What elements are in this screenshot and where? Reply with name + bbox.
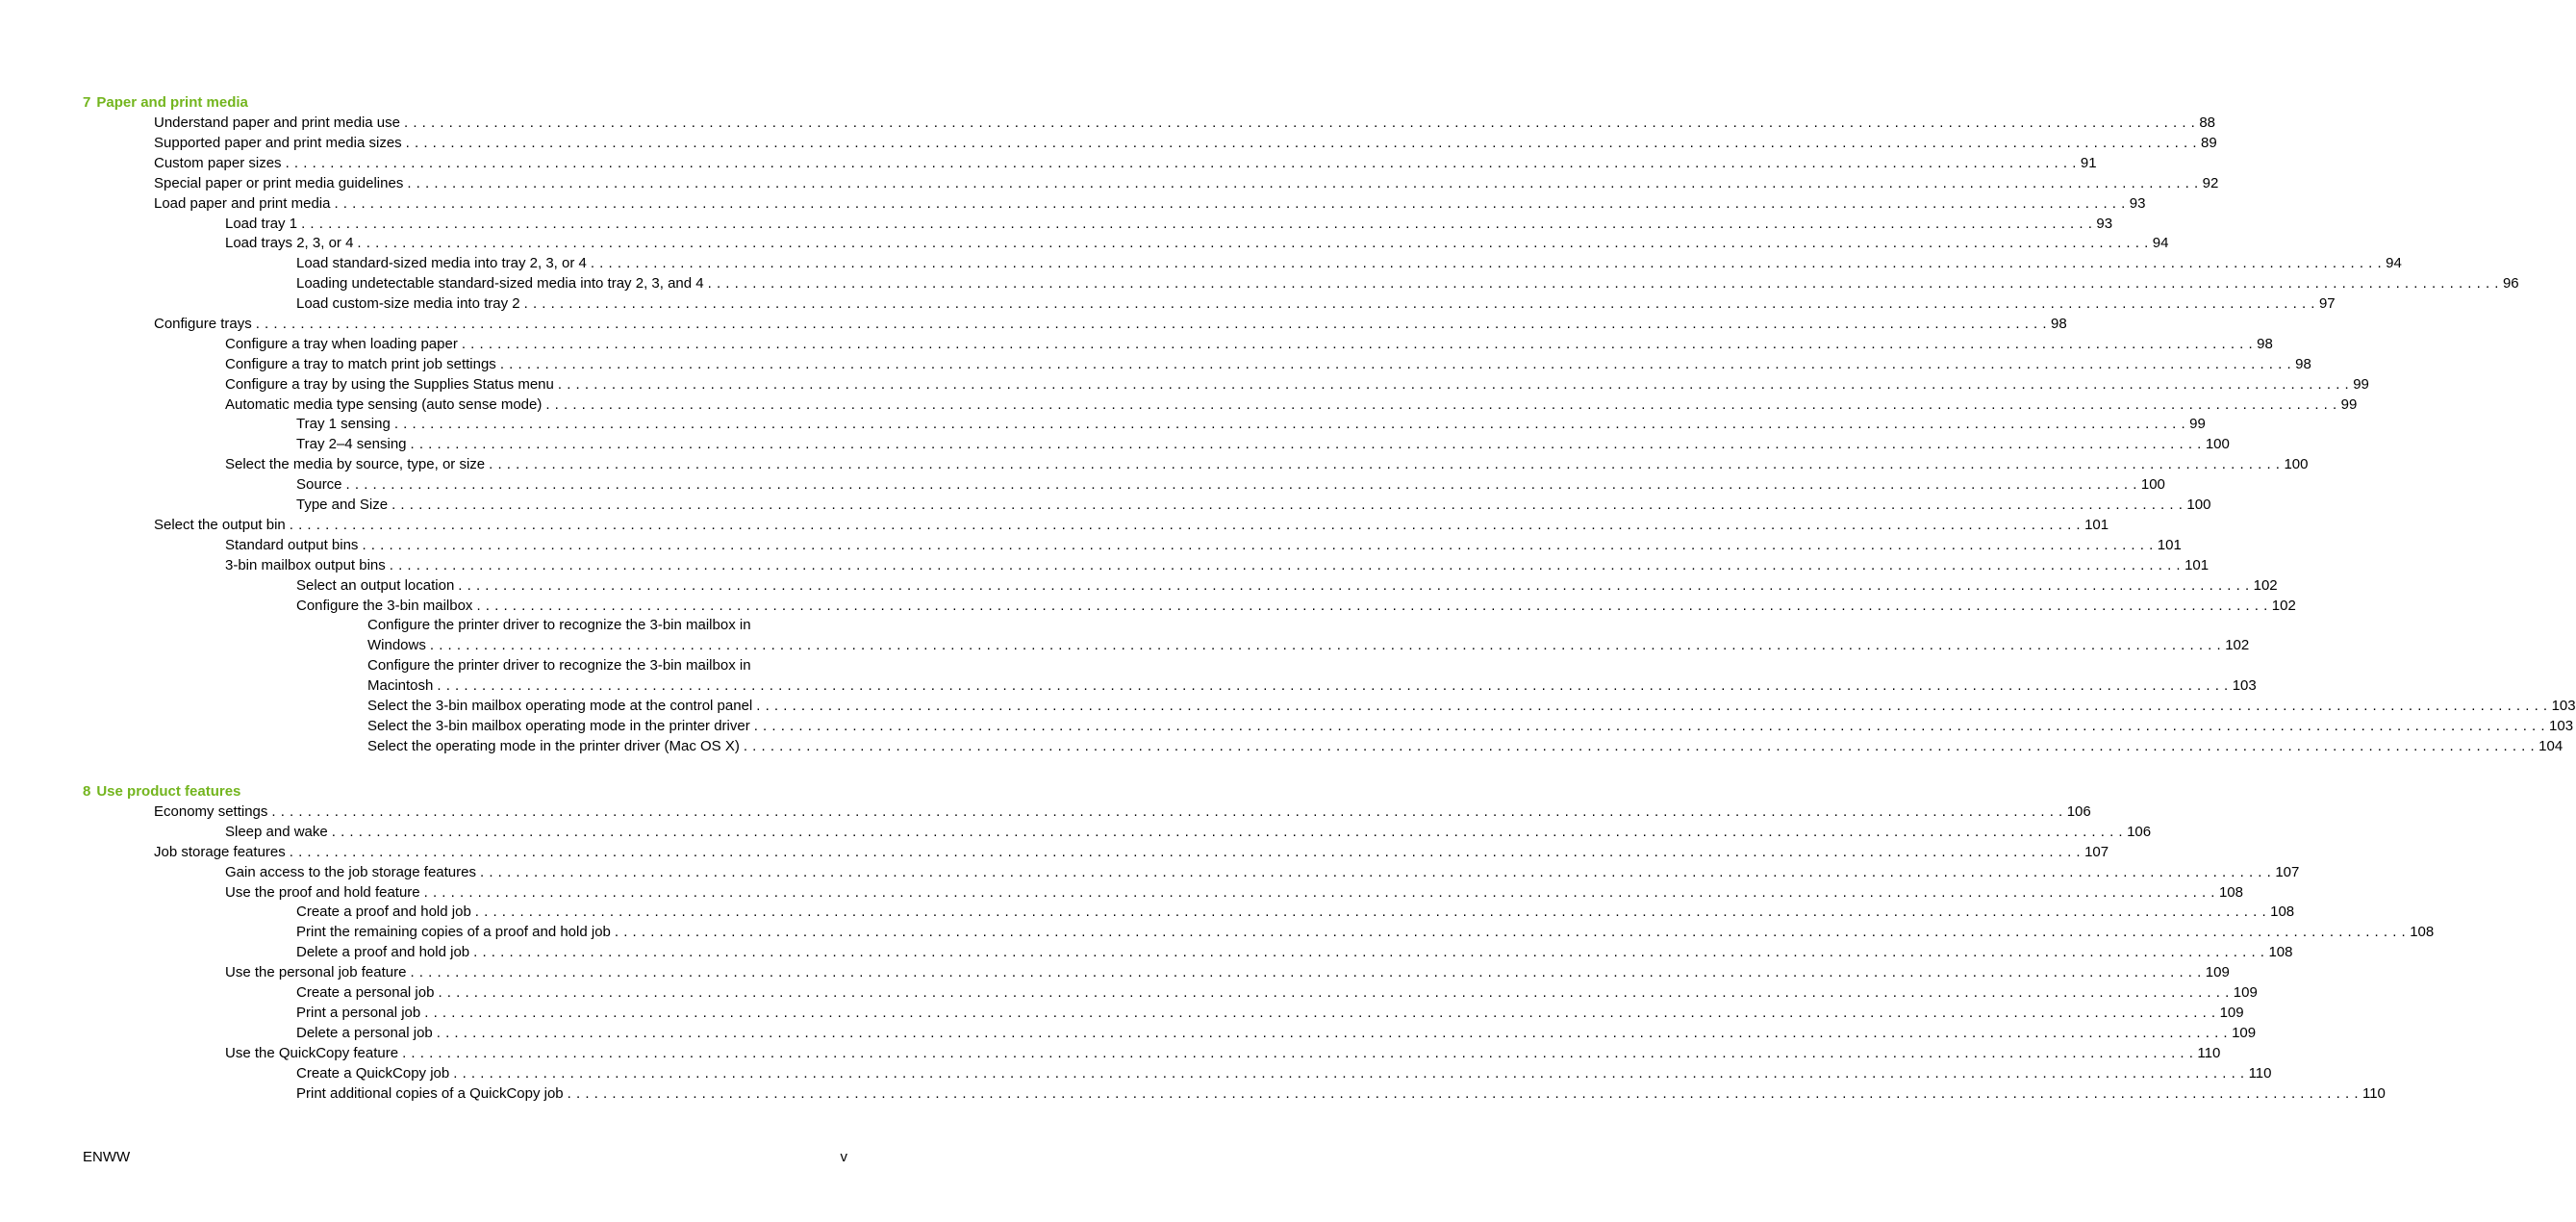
dot-leader: . . . . . . . . . . . . . . . . . . . . . . . . . . . . . . . . . . . . . . . . . . . . . . . . . . . . . . . . . . . . . . . . . . . . . . . . . . . . . . . . . . . . . . . . . . . . . . . . . . . . . . . . . . . . . . . . . . . . . . . . . . . . . . . . . . . . . . . . . . . . . . . . . . . . . . . . . . . . . . . . . . . . . . . . . . . . . . . . . . . . . . . . . . . . . . . . . . . . . . . .	[271, 803, 2063, 820]
toc-page-number: 100	[2284, 456, 2309, 472]
toc-entry-label: 3-bin mailbox output bins	[225, 557, 386, 573]
toc-entry[interactable]	[154, 314, 2067, 334]
toc-page-number: 99	[2340, 396, 2358, 413]
dot-leader: . . . . . . . . . . . . . . . . . . . . . . . . . . . . . . . . . . . . . . . . . . . . . . . . . . . . . . . . . . . . . . . . . . . . . . . . . . . . . . . . . . . . . . . . . . . . . . . . . . . . . . . . . . . . . . . . . . . . . . . . . . . . . . . . . . . . . . . . . . . . . . . . . . . . . . . . . . . . . . . . . . . . . . . . . . . . . . . . . . . . . . . . . . . . . . . . . . . . . . . .	[331, 824, 2124, 840]
toc-page-number: 98	[2257, 336, 2273, 352]
toc-page-number: 108	[2218, 884, 2243, 901]
toc-page-number: 107	[2084, 844, 2109, 860]
dot-leader: . . . . . . . . . . . . . . . . . . . . . . . . . . . . . . . . . . . . . . . . . . . . . . . . . . . . . . . . . . . . . . . . . . . . . . . . . . . . . . . . . . . . . . . . . . . . . . . . . . . . . . . . . . . . . . . . . . . . . . . . . . . . . . . . . . . . . . . . . . . . . . . . . . . . . . . . . . . . . . . . . . . . . . . . . . . . . . . . . . . . . . . . . . . . . . . . . . . . . . . .	[756, 698, 2548, 714]
toc-entry[interactable]	[225, 1043, 2221, 1063]
toc-entry[interactable]	[296, 902, 2295, 922]
toc-entry[interactable]	[225, 214, 2113, 234]
toc-page-number: 92	[2202, 175, 2219, 191]
chapter-heading[interactable]	[83, 92, 248, 113]
toc-entry[interactable]	[296, 495, 2211, 515]
toc-entry-label: Select the 3-bin mailbox operating mode at the control panel	[367, 698, 753, 714]
toc-entry-label: Gain access to the job storage features	[225, 864, 476, 880]
dot-leader: . . . . . . . . . . . . . . . . . . . . . . . . . . . . . . . . . . . . . . . . . . . . . . . . . . . . . . . . . . . . . . . . . . . . . . . . . . . . . . . . . . . . . . . . . . . . . . . . . . . . . . . . . . . . . . . . . . . . . . . . . . . . . . . . . . . . . . . . . . . . . . . . . . . . . . . . . . . . . . . . . . . . . . . . . . . . . . . . . . . . . . . . . . . . . . . . . . . . . . . .	[407, 175, 2199, 191]
toc-page-number: 109	[2205, 964, 2230, 980]
toc-page-number: 108	[2268, 944, 2293, 960]
toc-entry-line	[367, 635, 2250, 655]
dot-leader: . . . . . . . . . . . . . . . . . . . . . . . . . . . . . . . . . . . . . . . . . . . . . . . . . . . . . . . . . . . . . . . . . . . . . . . . . . . . . . . . . . . . . . . . . . . . . . . . . . . . . . . . . . . . . . . . . . . . . . . . . . . . . . . . . . . . . . . . . . . . . . . . . . . . . . . . . . . . . . . . . . . . . . . . . . . . . . . . . . . . . . . . . . . . . . . . . . . . . . . .	[423, 884, 2215, 901]
dot-leader: . . . . . . . . . . . . . . . . . . . . . . . . . . . . . . . . . . . . . . . . . . . . . . . . . . . . . . . . . . . . . . . . . . . . . . . . . . . . . . . . . . . . . . . . . . . . . . . . . . . . . . . . . . . . . . . . . . . . . . . . . . . . . . . . . . . . . . . . . . . . . . . . . . . . . . . . . . . . . . . . . . . . . . . . . . . . . . . . . . . . . . . . . . . . . . . . . . . . . . . .	[523, 295, 2315, 312]
toc-entry-label-continued: Windows	[367, 637, 426, 653]
toc-entry-label: Configure the printer driver to recognize the 3-bin mailbox in	[367, 617, 751, 633]
toc-entry[interactable]	[225, 822, 2152, 842]
toc-page-number: 99	[2353, 376, 2369, 393]
toc-entry[interactable]	[367, 716, 2574, 736]
toc-entry[interactable]	[225, 862, 2300, 882]
toc-page-number: 110	[2248, 1065, 2272, 1082]
toc-entry-label: Type and Size	[296, 496, 389, 513]
dot-leader: . . . . . . . . . . . . . . . . . . . . . . . . . . . . . . . . . . . . . . . . . . . . . . . . . . . . . . . . . . . . . . . . . . . . . . . . . . . . . . . . . . . . . . . . . . . . . . . . . . . . . . . . . . . . . . . . . . . . . . . . . . . . . . . . . . . . . . . . . . . . . . . . . . . . . . . . . . . . . . . . . . . . . . . . . . . . . . . . . . . . . . . . . . . . . . . . . . . . . . . .	[362, 537, 2154, 553]
toc-page-number: 102	[2271, 598, 2296, 614]
toc-entry[interactable]	[225, 962, 2230, 982]
toc-entry-label: Job storage features	[154, 844, 286, 860]
toc-page-number: 106	[2066, 803, 2091, 820]
toc-entry-label: Load tray 1	[225, 216, 298, 232]
toc-entry-label: Configure the 3-bin mailbox	[296, 598, 473, 614]
dot-leader: . . . . . . . . . . . . . . . . . . . . . . . . . . . . . . . . . . . . . . . . . . . . . . . . . . . . . . . . . . . . . . . . . . . . . . . . . . . . . . . . . . . . . . . . . . . . . . . . . . . . . . . . . . . . . . . . . . . . . . . . . . . . . . . . . . . . . . . . . . . . . . . . . . . . . . . . . . . . . . . . . . . . . . . . . . . . . . . . . . . . . . . . . . . . . . . . . . . . . . . .	[357, 235, 2149, 251]
toc-page-number: 108	[2410, 924, 2435, 940]
toc-page-number: 110	[2197, 1045, 2221, 1061]
toc-page-number: 100	[2186, 496, 2211, 513]
dot-leader: . . . . . . . . . . . . . . . . . . . . . . . . . . . . . . . . . . . . . . . . . . . . . . . . . . . . . . . . . . . . . . . . . . . . . . . . . . . . . . . . . . . . . . . . . . . . . . . . . . . . . . . . . . . . . . . . . . . . . . . . . . . . . . . . . . . . . . . . . . . . . . . . . . . . . . . . . . . . . . . . . . . . . . . . . . . . . . . . . . . . . . . . . . . . . . . . . . . . . . . .	[489, 456, 2281, 472]
toc-entry-label: Use the QuickCopy feature	[225, 1045, 399, 1061]
dot-leader: . . . . . . . . . . . . . . . . . . . . . . . . . . . . . . . . . . . . . . . . . . . . . . . . . . . . . . . . . . . . . . . . . . . . . . . . . . . . . . . . . . . . . . . . . . . . . . . . . . . . . . . . . . . . . . . . . . . . . . . . . . . . . . . . . . . . . . . . . . . . . . . . . . . . . . . . . . . . . . . . . . . . . . . . . . . . . . . . . . . . . . . . . . . . . . . . . . . . . . . .	[301, 216, 2093, 232]
dot-leader: . . . . . . . . . . . . . . . . . . . . . . . . . . . . . . . . . . . . . . . . . . . . . . . . . . . . . . . . . . . . . . . . . . . . . . . . . . . . . . . . . . . . . . . . . . . . . . . . . . . . . . . . . . . . . . . . . . . . . . . . . . . . . . . . . . . . . . . . . . . . . . . . . . . . . . . . . . . . . . . . . . . . . . . . . . . . . . . . . . . . . . . . . . . . . . . . . . . . . . . .	[391, 496, 2184, 513]
toc-page-number: 101	[2157, 537, 2182, 553]
toc-page-number: 99	[2189, 416, 2206, 432]
toc-entry-label: Select an output location	[296, 577, 455, 594]
toc-entry[interactable]	[154, 193, 2146, 214]
chapter-title: Paper and print media	[96, 94, 248, 111]
toc-entry-label: Economy settings	[154, 803, 268, 820]
toc-entry-label: Source	[296, 476, 342, 493]
dot-leader: . . . . . . . . . . . . . . . . . . . . . . . . . . . . . . . . . . . . . . . . . . . . . . . . . . . . . . . . . . . . . . . . . . . . . . . . . . . . . . . . . . . . . . . . . . . . . . . . . . . . . . . . . . . . . . . . . . . . . . . . . . . . . . . . . . . . . . . . . . . . . . . . . . . . . . . . . . . . . . . . . . . . . . . . . . . . . . . . . . . . . . . . . . . . . . . . . . . . . . . .	[461, 336, 2254, 352]
dot-leader: . . . . . . . . . . . . . . . . . . . . . . . . . . . . . . . . . . . . . . . . . . . . . . . . . . . . . . . . . . . . . . . . . . . . . . . . . . . . . . . . . . . . . . . . . . . . . . . . . . . . . . . . . . . . . . . . . . . . . . . . . . . . . . . . . . . . . . . . . . . . . . . . . . . . . . . . . . . . . . . . . . . . . . . . . . . . . . . . . . . . . . . . . . . . . . . . . . . . . . . .	[567, 1085, 2359, 1102]
dot-leader: . . . . . . . . . . . . . . . . . . . . . . . . . . . . . . . . . . . . . . . . . . . . . . . . . . . . . . . . . . . . . . . . . . . . . . . . . . . . . . . . . . . . . . . . . . . . . . . . . . . . . . . . . . . . . . . . . . . . . . . . . . . . . . . . . . . . . . . . . . . . . . . . . . . . . . . . . . . . . . . . . . . . . . . . . . . . . . . . . . . . . . . . . . . . . . . . . . . . . . . .	[334, 195, 2126, 212]
toc-page-number: 103	[2232, 677, 2257, 694]
toc-entry-label: Delete a proof and hold job	[296, 944, 470, 960]
dot-leader: . . . . . . . . . . . . . . . . . . . . . . . . . . . . . . . . . . . . . . . . . . . . . . . . . . . . . . . . . . . . . . . . . . . . . . . . . . . . . . . . . . . . . . . . . . . . . . . . . . . . . . . . . . . . . . . . . . . . . . . . . . . . . . . . . . . . . . . . . . . . . . . . . . . . . . . . . . . . . . . . . . . . . . . . . . . . . . . . . . . . . . . . . . . . . . . . . . . . . . . .	[289, 517, 2082, 533]
dot-leader: . . . . . . . . . . . . . . . . . . . . . . . . . . . . . . . . . . . . . . . . . . . . . . . . . . . . . . . . . . . . . . . . . . . . . . . . . . . . . . . . . . . . . . . . . . . . . . . . . . . . . . . . . . . . . . . . . . . . . . . . . . . . . . . . . . . . . . . . . . . . . . . . . . . . . . . . . . . . . . . . . . . . . . . . . . . . . . . . . . . . . . . . . . . . . . . . . . . . . . . .	[479, 864, 2272, 880]
dot-leader: . . . . . . . . . . . . . . . . . . . . . . . . . . . . . . . . . . . . . . . . . . . . . . . . . . . . . . . . . . . . . . . . . . . . . . . . . . . . . . . . . . . . . . . . . . . . . . . . . . . . . . . . . . . . . . . . . . . . . . . . . . . . . . . . . . . . . . . . . . . . . . . . . . . . . . . . . . . . . . . . . . . . . . . . . . . . . . . . . . . . . . . . . . . . . . . . . . . . . . . .	[389, 557, 2182, 573]
toc-entry-label: Print the remaining copies of a proof and hold job	[296, 924, 611, 940]
toc-page-number: 109	[2233, 984, 2258, 1001]
dot-leader: . . . . . . . . . . . . . . . . . . . . . . . . . . . . . . . . . . . . . . . . . . . . . . . . . . . . . . . . . . . . . . . . . . . . . . . . . . . . . . . . . . . . . . . . . . . . . . . . . . . . . . . . . . . . . . . . . . . . . . . . . . . . . . . . . . . . . . . . . . . . . . . . . . . . . . . . . . . . . . . . . . . . . . . . . . . . . . . . . . . . . . . . . . . . . . . . . . . . . . . .	[557, 376, 2350, 393]
toc-entry[interactable]	[225, 354, 2311, 374]
dot-leader: . . . . . . . . . . . . . . . . . . . . . . . . . . . . . . . . . . . . . . . . . . . . . . . . . . . . . . . . . . . . . . . . . . . . . . . . . . . . . . . . . . . . . . . . . . . . . . . . . . . . . . . . . . . . . . . . . . . . . . . . . . . . . . . . . . . . . . . . . . . . . . . . . . . . . . . . . . . . . . . . . . . . . . . . . . . . . . . . . . . . . . . . . . . . . . . . . . . . . . . .	[345, 476, 2137, 493]
toc-entry[interactable]	[296, 474, 2165, 495]
toc-entry-label: Configure a tray to match print job settings	[225, 356, 496, 372]
toc-page-number: 88	[2199, 115, 2216, 131]
toc-entry-label: Create a personal job	[296, 984, 435, 1001]
toc-entry[interactable]	[154, 113, 2216, 133]
toc-entry[interactable]	[296, 293, 2336, 314]
dot-leader: . . . . . . . . . . . . . . . . . . . . . . . . . . . . . . . . . . . . . . . . . . . . . . . . . . . . . . . . . . . . . . . . . . . . . . . . . . . . . . . . . . . . . . . . . . . . . . . . . . . . . . . . . . . . . . . . . . . . . . . . . . . . . . . . . . . . . . . . . . . . . . . . . . . . . . . . . . . . . . . . . . . . . . . . . . . . . . . . . . . . . . . . . . . . . . . . . . . . . . . .	[289, 844, 2082, 860]
toc-entry-label: Select the 3-bin mailbox operating mode in the printer driver	[367, 718, 750, 734]
toc-entry[interactable]	[296, 942, 2293, 962]
toc-page-number: 104	[2538, 738, 2563, 754]
toc-entry[interactable]	[296, 922, 2435, 942]
dot-leader: . . . . . . . . . . . . . . . . . . . . . . . . . . . . . . . . . . . . . . . . . . . . . . . . . . . . . . . . . . . . . . . . . . . . . . . . . . . . . . . . . . . . . . . . . . . . . . . . . . . . . . . . . . . . . . . . . . . . . . . . . . . . . . . . . . . . . . . . . . . . . . . . . . . . . . . . . . . . . . . . . . . . . . . . . . . . . . . . . . . . . . . . . . . . . . . . . . . . . . . .	[707, 275, 2499, 292]
toc-entry-label: Select the media by source, type, or size	[225, 456, 486, 472]
dot-leader: . . . . . . . . . . . . . . . . . . . . . . . . . . . . . . . . . . . . . . . . . . . . . . . . . . . . . . . . . . . . . . . . . . . . . . . . . . . . . . . . . . . . . . . . . . . . . . . . . . . . . . . . . . . . . . . . . . . . . . . . . . . . . . . . . . . . . . . . . . . . . . . . . . . . . . . . . . . . . . . . . . . . . . . . . . . . . . . . . . . . . . . . . . . . . . . . . . . . . . . .	[753, 718, 2546, 734]
toc-entry-label: Use the personal job feature	[225, 964, 407, 980]
toc-entry[interactable]	[154, 133, 2217, 153]
toc-entry-label: Configure trays	[154, 316, 252, 332]
chapter-number: 7	[83, 94, 91, 111]
toc-entry-label: Load custom-size media into tray 2	[296, 295, 520, 312]
toc-entry[interactable]	[225, 535, 2182, 555]
toc-entry[interactable]	[225, 395, 2358, 415]
toc-entry-label: Load paper and print media	[154, 195, 331, 212]
toc-entry-label: Configure a tray when loading paper	[225, 336, 458, 352]
toc-page-number: 93	[2129, 195, 2146, 212]
toc-page-number: 98	[2295, 356, 2311, 372]
toc-entry-label: Create a proof and hold job	[296, 904, 471, 920]
toc-entry[interactable]	[154, 153, 2097, 173]
toc-entry[interactable]	[296, 273, 2519, 293]
toc-entry-label: Understand paper and print media use	[154, 115, 400, 131]
toc-entry[interactable]	[296, 575, 2278, 596]
dot-leader: . . . . . . . . . . . . . . . . . . . . . . . . . . . . . . . . . . . . . . . . . . . . . . . . . . . . . . . . . . . . . . . . . . . . . . . . . . . . . . . . . . . . . . . . . . . . . . . . . . . . . . . . . . . . . . . . . . . . . . . . . . . . . . . . . . . . . . . . . . . . . . . . . . . . . . . . . . . . . . . . . . . . . . . . . . . . . . . . . . . . . . . . . . . . . . . . . . . . . . . .	[436, 1025, 2229, 1041]
toc-entry-label: Print additional copies of a QuickCopy job	[296, 1085, 564, 1102]
toc-entry[interactable]	[225, 233, 2169, 253]
toc-entry[interactable]	[296, 414, 2206, 434]
chapter-number: 8	[83, 783, 91, 800]
chapter-heading[interactable]	[83, 781, 240, 802]
toc-entry[interactable]	[225, 555, 2210, 575]
toc-page-number: 108	[2270, 904, 2295, 920]
chapter-title: Use product features	[96, 783, 241, 800]
toc-page-number: 100	[2205, 436, 2230, 452]
toc-entry-label: Tray 2–4 sensing	[296, 436, 407, 452]
dot-leader: . . . . . . . . . . . . . . . . . . . . . . . . . . . . . . . . . . . . . . . . . . . . . . . . . . . . . . . . . . . . . . . . . . . . . . . . . . . . . . . . . . . . . . . . . . . . . . . . . . . . . . . . . . . . . . . . . . . . . . . . . . . . . . . . . . . . . . . . . . . . . . . . . . . . . . . . . . . . . . . . . . . . . . . . . . . . . . . . . . . . . . . . . . . . . . . . . . . . . . . .	[402, 1045, 2194, 1061]
dot-leader: . . . . . . . . . . . . . . . . . . . . . . . . . . . . . . . . . . . . . . . . . . . . . . . . . . . . . . . . . . . . . . . . . . . . . . . . . . . . . . . . . . . . . . . . . . . . . . . . . . . . . . . . . . . . . . . . . . . . . . . . . . . . . . . . . . . . . . . . . . . . . . . . . . . . . . . . . . . . . . . . . . . . . . . . . . . . . . . . . . . . . . . . . . . . . . . . . . . . . . . .	[743, 738, 2536, 754]
toc-entry-label: Use the proof and hold feature	[225, 884, 420, 901]
dot-leader: . . . . . . . . . . . . . . . . . . . . . . . . . . . . . . . . . . . . . . . . . . . . . . . . . . . . . . . . . . . . . . . . . . . . . . . . . . . . . . . . . . . . . . . . . . . . . . . . . . . . . . . . . . . . . . . . . . . . . . . . . . . . . . . . . . . . . . . . . . . . . . . . . . . . . . . . . . . . . . . . . . . . . . . . . . . . . . . . . . . . . . . . . . . . . . . . . . . . . . . .	[458, 577, 2250, 594]
toc-entry-label: Create a QuickCopy job	[296, 1065, 450, 1082]
dot-leader: . . . . . . . . . . . . . . . . . . . . . . . . . . . . . . . . . . . . . . . . . . . . . . . . . . . . . . . . . . . . . . . . . . . . . . . . . . . . . . . . . . . . . . . . . . . . . . . . . . . . . . . . . . . . . . . . . . . . . . . . . . . . . . . . . . . . . . . . . . . . . . . . . . . . . . . . . . . . . . . . . . . . . . . . . . . . . . . . . . . . . . . . . . . . . . . . . . . . . . . .	[424, 1005, 2216, 1021]
dot-leader: . . . . . . . . . . . . . . . . . . . . . . . . . . . . . . . . . . . . . . . . . . . . . . . . . . . . . . . . . . . . . . . . . . . . . . . . . . . . . . . . . . . . . . . . . . . . . . . . . . . . . . . . . . . . . . . . . . . . . . . . . . . . . . . . . . . . . . . . . . . . . . . . . . . . . . . . . . . . . . . . . . . . . . . . . . . . . . . . . . . . . . . . . . . . . . . . . . . . . . . .	[476, 598, 2268, 614]
toc-page-number: 102	[2253, 577, 2278, 594]
toc-page-number: 89	[2201, 135, 2217, 151]
dot-leader: . . . . . . . . . . . . . . . . . . . . . . . . . . . . . . . . . . . . . . . . . . . . . . . . . . . . . . . . . . . . . . . . . . . . . . . . . . . . . . . . . . . . . . . . . . . . . . . . . . . . . . . . . . . . . . . . . . . . . . . . . . . . . . . . . . . . . . . . . . . . . . . . . . . . . . . . . . . . . . . . . . . . . . . . . . . . . . . . . . . . . . . . . . . . . . . . . . . . . . . .	[473, 944, 2265, 960]
dot-leader: . . . . . . . . . . . . . . . . . . . . . . . . . . . . . . . . . . . . . . . . . . . . . . . . . . . . . . . . . . . . . . . . . . . . . . . . . . . . . . . . . . . . . . . . . . . . . . . . . . . . . . . . . . . . . . . . . . . . . . . . . . . . . . . . . . . . . . . . . . . . . . . . . . . . . . . . . . . . . . . . . . . . . . . . . . . . . . . . . . . . . . . . . . . . . . . . . . . . . . . .	[404, 115, 2196, 131]
toc-page-number: 103	[2551, 698, 2576, 714]
toc-entry-label-continued: Macintosh	[367, 677, 434, 694]
toc-entry-line	[367, 675, 2257, 696]
dot-leader: . . . . . . . . . . . . . . . . . . . . . . . . . . . . . . . . . . . . . . . . . . . . . . . . . . . . . . . . . . . . . . . . . . . . . . . . . . . . . . . . . . . . . . . . . . . . . . . . . . . . . . . . . . . . . . . . . . . . . . . . . . . . . . . . . . . . . . . . . . . . . . . . . . . . . . . . . . . . . . . . . . . . . . . . . . . . . . . . . . . . . . . . . . . . . . . . . . . . . . . .	[255, 316, 2048, 332]
toc-page-number: 103	[2549, 718, 2574, 734]
toc-entry[interactable]	[296, 596, 2296, 616]
page-number: v	[840, 1149, 847, 1165]
toc-page-number: 102	[2225, 637, 2250, 653]
dot-leader: . . . . . . . . . . . . . . . . . . . . . . . . . . . . . . . . . . . . . . . . . . . . . . . . . . . . . . . . . . . . . . . . . . . . . . . . . . . . . . . . . . . . . . . . . . . . . . . . . . . . . . . . . . . . . . . . . . . . . . . . . . . . . . . . . . . . . . . . . . . . . . . . . . . . . . . . . . . . . . . . . . . . . . . . . . . . . . . . . . . . . . . . . . . . . . . . . . . . . . . .	[453, 1065, 2245, 1082]
toc-entry-label: Special paper or print media guidelines	[154, 175, 404, 191]
toc-entry-label: Delete a personal job	[296, 1025, 433, 1041]
dot-leader: . . . . . . . . . . . . . . . . . . . . . . . . . . . . . . . . . . . . . . . . . . . . . . . . . . . . . . . . . . . . . . . . . . . . . . . . . . . . . . . . . . . . . . . . . . . . . . . . . . . . . . . . . . . . . . . . . . . . . . . . . . . . . . . . . . . . . . . . . . . . . . . . . . . . . . . . . . . . . . . . . . . . . . . . . . . . . . . . . . . . . . . . . . . . . . . . . . . . . . . .	[393, 416, 2186, 432]
toc-entry-label: Sleep and wake	[225, 824, 328, 840]
toc-entry[interactable]	[154, 173, 2219, 193]
toc-entry[interactable]	[154, 515, 2109, 535]
toc-page-number: 107	[2275, 864, 2300, 880]
dot-leader: . . . . . . . . . . . . . . . . . . . . . . . . . . . . . . . . . . . . . . . . . . . . . . . . . . . . . . . . . . . . . . . . . . . . . . . . . . . . . . . . . . . . . . . . . . . . . . . . . . . . . . . . . . . . . . . . . . . . . . . . . . . . . . . . . . . . . . . . . . . . . . . . . . . . . . . . . . . . . . . . . . . . . . . . . . . . . . . . . . . . . . . . . . . . . . . . . . . . . . . .	[545, 396, 2337, 413]
toc-entry-label: Configure a tray by using the Supplies Status menu	[225, 376, 554, 393]
toc-entry-label: Select the operating mode in the printer driver (Mac OS X)	[367, 738, 740, 754]
toc-entry-label: Load trays 2, 3, or 4	[225, 235, 354, 251]
toc-page-number: 106	[2127, 824, 2152, 840]
toc-entry-label: Automatic media type sensing (auto sense mode)	[225, 396, 543, 413]
dot-leader: . . . . . . . . . . . . . . . . . . . . . . . . . . . . . . . . . . . . . . . . . . . . . . . . . . . . . . . . . . . . . . . . . . . . . . . . . . . . . . . . . . . . . . . . . . . . . . . . . . . . . . . . . . . . . . . . . . . . . . . . . . . . . . . . . . . . . . . . . . . . . . . . . . . . . . . . . . . . . . . . . . . . . . . . . . . . . . . . . . . . . . . . . . . . . . . . . . . . . . . .	[438, 984, 2230, 1001]
dot-leader: . . . . . . . . . . . . . . . . . . . . . . . . . . . . . . . . . . . . . . . . . . . . . . . . . . . . . . . . . . . . . . . . . . . . . . . . . . . . . . . . . . . . . . . . . . . . . . . . . . . . . . . . . . . . . . . . . . . . . . . . . . . . . . . . . . . . . . . . . . . . . . . . . . . . . . . . . . . . . . . . . . . . . . . . . . . . . . . . . . . . . . . . . . . . . . . . . . . . . . . .	[590, 255, 2383, 271]
toc-entry-label: Standard output bins	[225, 537, 359, 553]
toc-entry-label: Tray 1 sensing	[296, 416, 391, 432]
toc-entry[interactable]	[296, 434, 2230, 454]
toc-entry-label: Supported paper and print media sizes	[154, 135, 402, 151]
dot-leader: . . . . . . . . . . . . . . . . . . . . . . . . . . . . . . . . . . . . . . . . . . . . . . . . . . . . . . . . . . . . . . . . . . . . . . . . . . . . . . . . . . . . . . . . . . . . . . . . . . . . . . . . . . . . . . . . . . . . . . . . . . . . . . . . . . . . . . . . . . . . . . . . . . . . . . . . . . . . . . . . . . . . . . . . . . . . . . . . . . . . . . . . . . . . . . . . . . . . . . . .	[285, 155, 2077, 171]
footer-label: ENWW	[83, 1149, 131, 1165]
toc-page-number: 94	[2386, 255, 2402, 271]
toc-page-number: 100	[2140, 476, 2165, 493]
dot-leader: . . . . . . . . . . . . . . . . . . . . . . . . . . . . . . . . . . . . . . . . . . . . . . . . . . . . . . . . . . . . . . . . . . . . . . . . . . . . . . . . . . . . . . . . . . . . . . . . . . . . . . . . . . . . . . . . . . . . . . . . . . . . . . . . . . . . . . . . . . . . . . . . . . . . . . . . . . . . . . . . . . . . . . . . . . . . . . . . . . . . . . . . . . . . . . . . . . . . . . . .	[405, 135, 2197, 151]
toc-page-number: 98	[2051, 316, 2067, 332]
toc-entry-label: Configure the printer driver to recognize the 3-bin mailbox in	[367, 657, 751, 674]
toc-entry[interactable]	[296, 1023, 2257, 1043]
toc-entry[interactable]	[296, 1003, 2244, 1023]
toc-page-number: 91	[2080, 155, 2097, 171]
toc-entry-label: Load standard-sized media into tray 2, 3, or 4	[296, 255, 587, 271]
toc-entry-label: Custom paper sizes	[154, 155, 282, 171]
toc-entry[interactable]	[367, 696, 2576, 716]
toc-entry[interactable]	[225, 334, 2273, 354]
dot-leader: . . . . . . . . . . . . . . . . . . . . . . . . . . . . . . . . . . . . . . . . . . . . . . . . . . . . . . . . . . . . . . . . . . . . . . . . . . . . . . . . . . . . . . . . . . . . . . . . . . . . . . . . . . . . . . . . . . . . . . . . . . . . . . . . . . . . . . . . . . . . . . . . . . . . . . . . . . . . . . . . . . . . . . . . . . . . . . . . . . . . . . . . . . . . . . . . . . . . . . . .	[410, 964, 2202, 980]
toc-page-number: 93	[2096, 216, 2113, 232]
dot-leader: . . . . . . . . . . . . . . . . . . . . . . . . . . . . . . . . . . . . . . . . . . . . . . . . . . . . . . . . . . . . . . . . . . . . . . . . . . . . . . . . . . . . . . . . . . . . . . . . . . . . . . . . . . . . . . . . . . . . . . . . . . . . . . . . . . . . . . . . . . . . . . . . . . . . . . . . . . . . . . . . . . . . . . . . . . . . . . . . . . . . . . . . . . . . . . . . . . . . . . . .	[437, 677, 2229, 694]
toc-entry-label: Loading undetectable standard-sized media into tray 2, 3, and 4	[296, 275, 704, 292]
toc-entry[interactable]	[367, 655, 2257, 696]
toc-page-number: 109	[2232, 1025, 2257, 1041]
toc-entry[interactable]	[225, 374, 2369, 395]
toc-page-number: 101	[2084, 517, 2109, 533]
toc-page-number: 94	[2152, 235, 2169, 251]
toc-page-number: 110	[2361, 1085, 2386, 1102]
toc-entry[interactable]	[225, 882, 2243, 903]
toc-entry-label: Print a personal job	[296, 1005, 421, 1021]
toc-page-number: 109	[2219, 1005, 2244, 1021]
toc-entry[interactable]	[154, 842, 2109, 862]
toc-entry[interactable]	[225, 454, 2309, 474]
toc-entry[interactable]	[367, 615, 2250, 655]
toc-entry[interactable]	[296, 982, 2258, 1003]
toc-entry[interactable]	[296, 1063, 2272, 1083]
toc-entry[interactable]	[154, 802, 2091, 822]
toc-entry[interactable]	[367, 736, 2563, 756]
toc-entry[interactable]	[296, 1083, 2386, 1104]
dot-leader: . . . . . . . . . . . . . . . . . . . . . . . . . . . . . . . . . . . . . . . . . . . . . . . . . . . . . . . . . . . . . . . . . . . . . . . . . . . . . . . . . . . . . . . . . . . . . . . . . . . . . . . . . . . . . . . . . . . . . . . . . . . . . . . . . . . . . . . . . . . . . . . . . . . . . . . . . . . . . . . . . . . . . . . . . . . . . . . . . . . . . . . . . . . . . . . . . . . . . . . .	[614, 924, 2407, 940]
toc-page-number: 97	[2318, 295, 2336, 312]
toc-page-number: 101	[2185, 557, 2210, 573]
toc-entry-label: Select the output bin	[154, 517, 286, 533]
dot-leader: . . . . . . . . . . . . . . . . . . . . . . . . . . . . . . . . . . . . . . . . . . . . . . . . . . . . . . . . . . . . . . . . . . . . . . . . . . . . . . . . . . . . . . . . . . . . . . . . . . . . . . . . . . . . . . . . . . . . . . . . . . . . . . . . . . . . . . . . . . . . . . . . . . . . . . . . . . . . . . . . . . . . . . . . . . . . . . . . . . . . . . . . . . . . . . . . . . . . . . . .	[429, 637, 2222, 653]
dot-leader: . . . . . . . . . . . . . . . . . . . . . . . . . . . . . . . . . . . . . . . . . . . . . . . . . . . . . . . . . . . . . . . . . . . . . . . . . . . . . . . . . . . . . . . . . . . . . . . . . . . . . . . . . . . . . . . . . . . . . . . . . . . . . . . . . . . . . . . . . . . . . . . . . . . . . . . . . . . . . . . . . . . . . . . . . . . . . . . . . . . . . . . . . . . . . . . . . . . . . . . .	[499, 356, 2292, 372]
toc-page-number: 96	[2502, 275, 2519, 292]
dot-leader: . . . . . . . . . . . . . . . . . . . . . . . . . . . . . . . . . . . . . . . . . . . . . . . . . . . . . . . . . . . . . . . . . . . . . . . . . . . . . . . . . . . . . . . . . . . . . . . . . . . . . . . . . . . . . . . . . . . . . . . . . . . . . . . . . . . . . . . . . . . . . . . . . . . . . . . . . . . . . . . . . . . . . . . . . . . . . . . . . . . . . . . . . . . . . . . . . . . . . . . .	[474, 904, 2267, 920]
dot-leader: . . . . . . . . . . . . . . . . . . . . . . . . . . . . . . . . . . . . . . . . . . . . . . . . . . . . . . . . . . . . . . . . . . . . . . . . . . . . . . . . . . . . . . . . . . . . . . . . . . . . . . . . . . . . . . . . . . . . . . . . . . . . . . . . . . . . . . . . . . . . . . . . . . . . . . . . . . . . . . . . . . . . . . . . . . . . . . . . . . . . . . . . . . . . . . . . . . . . . . . .	[410, 436, 2202, 452]
toc-entry[interactable]	[296, 253, 2402, 273]
